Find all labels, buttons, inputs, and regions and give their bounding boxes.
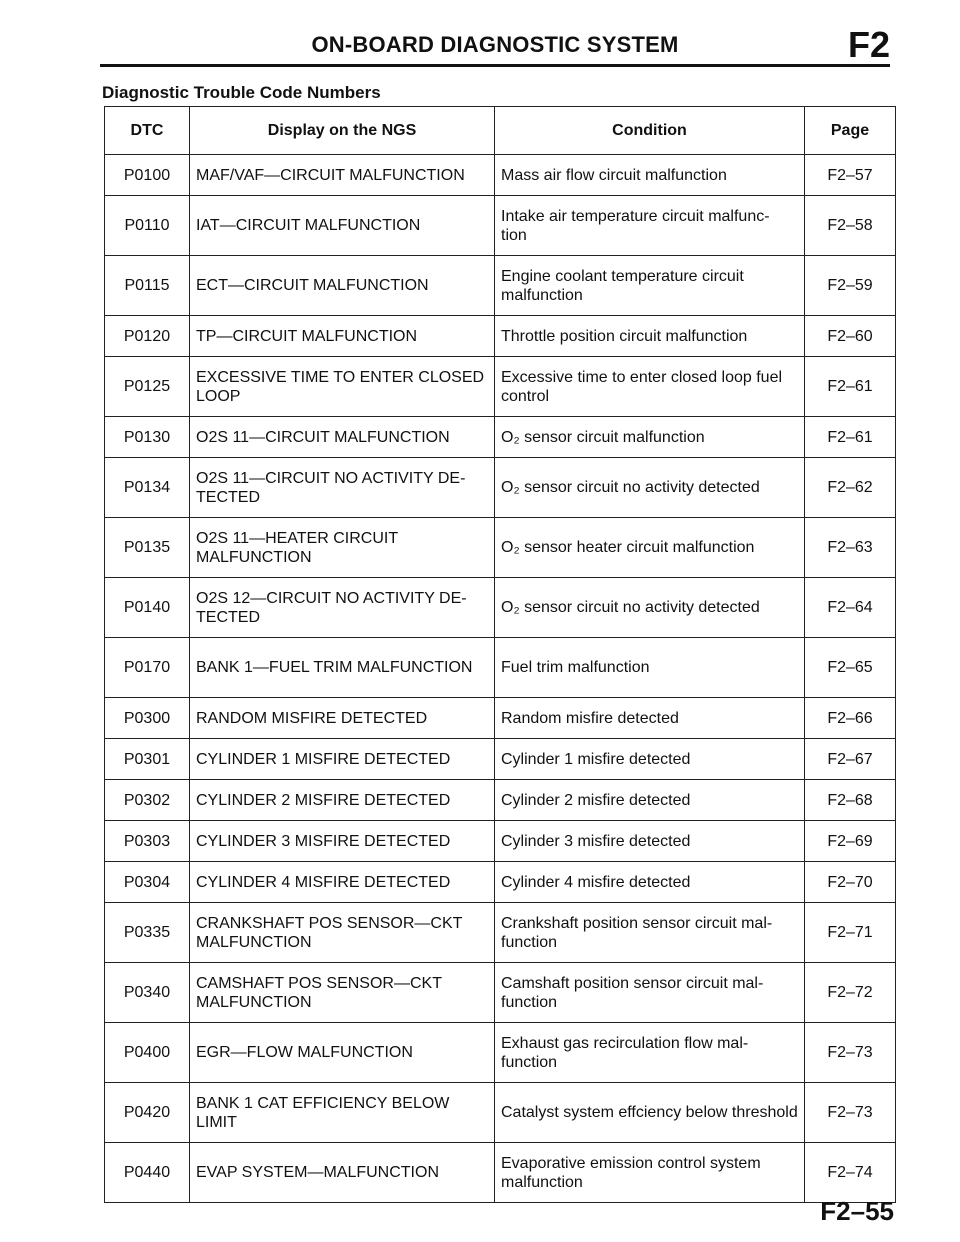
- dtc-cell: P0335: [105, 903, 190, 963]
- display-cell: CYLINDER 1 MISFIRE DETECTED: [190, 739, 495, 780]
- display-cell: EVAP SYSTEM—MALFUNCTION: [190, 1143, 495, 1203]
- dtc-cell: P0400: [105, 1023, 190, 1083]
- display-cell: EXCESSIVE TIME TO ENTER CLOSED LOOP: [190, 357, 495, 417]
- dtc-cell: P0140: [105, 578, 190, 638]
- page-cell: F2–58: [805, 196, 896, 256]
- table-row: [105, 1143, 896, 1203]
- table-row: [105, 862, 896, 903]
- table-row: [105, 903, 896, 963]
- page-cell: F2–64: [805, 578, 896, 638]
- display-cell: EGR—FLOW MALFUNCTION: [190, 1023, 495, 1083]
- dtc-cell: P0303: [105, 821, 190, 862]
- dtc-cell: P0135: [105, 518, 190, 578]
- display-cell: CYLINDER 4 MISFIRE DETECTED: [190, 862, 495, 903]
- condition-cell: Catalyst system effciency below threshold: [495, 1083, 805, 1143]
- page-cell: F2–69: [805, 821, 896, 862]
- dtc-cell: P0134: [105, 458, 190, 518]
- table-row: [105, 458, 896, 518]
- condition-cell: O₂ sensor heater circuit malfunction: [495, 518, 805, 578]
- display-cell: O2S 11—HEATER CIRCUIT MALFUNCTION: [190, 518, 495, 578]
- condition-cell: Crankshaft position sensor circuit mal- function: [495, 903, 805, 963]
- page-cell: F2–63: [805, 518, 896, 578]
- table-row: [105, 821, 896, 862]
- page-cell: F2–68: [805, 780, 896, 821]
- table-header-row: [105, 107, 896, 155]
- dtc-cell: P0440: [105, 1143, 190, 1203]
- display-cell: CYLINDER 2 MISFIRE DETECTED: [190, 780, 495, 821]
- table-row: [105, 739, 896, 780]
- condition-cell: Throttle position circuit malfunction: [495, 316, 805, 357]
- page-title: ON-BOARD DIAGNOSTIC SYSTEM: [311, 32, 679, 57]
- condition-cell: Exhaust gas recirculation flow mal- function: [495, 1023, 805, 1083]
- page-cell: F2–71: [805, 903, 896, 963]
- display-cell: IAT—CIRCUIT MALFUNCTION: [190, 196, 495, 256]
- display-cell: BANK 1 CAT EFFICIENCY BELOW LIMIT: [190, 1083, 495, 1143]
- dtc-cell: P0300: [105, 698, 190, 739]
- page-header: [100, 24, 890, 67]
- display-cell: TP—CIRCUIT MALFUNCTION: [190, 316, 495, 357]
- dtc-cell: P0100: [105, 155, 190, 196]
- condition-cell: Fuel trim malfunction: [495, 638, 805, 698]
- condition-cell: O₂ sensor circuit malfunction: [495, 417, 805, 458]
- table-row: [105, 780, 896, 821]
- condition-cell: Cylinder 1 misfire detected: [495, 739, 805, 780]
- table-row: [105, 698, 896, 739]
- page-cell: F2–73: [805, 1023, 896, 1083]
- dtc-cell: P0120: [105, 316, 190, 357]
- dtc-table: [104, 106, 896, 1203]
- table-row: [105, 316, 896, 357]
- condition-cell: Excessive time to enter closed loop fuel control: [495, 357, 805, 417]
- display-cell: O2S 11—CIRCUIT NO ACTIVITY DE- TECTED: [190, 458, 495, 518]
- display-cell: CYLINDER 3 MISFIRE DETECTED: [190, 821, 495, 862]
- condition-cell: O₂ sensor circuit no activity detected: [495, 458, 805, 518]
- page-cell: F2–73: [805, 1083, 896, 1143]
- dtc-cell: P0340: [105, 963, 190, 1023]
- table-row: [105, 256, 896, 316]
- page-cell: F2–60: [805, 316, 896, 357]
- display-cell: ECT—CIRCUIT MALFUNCTION: [190, 256, 495, 316]
- condition-cell: Random misfire detected: [495, 698, 805, 739]
- table-row: [105, 155, 896, 196]
- column-header-dtc: DTC: [105, 107, 190, 155]
- page-cell: F2–72: [805, 963, 896, 1023]
- condition-cell: Cylinder 2 misfire detected: [495, 780, 805, 821]
- dtc-cell: P0125: [105, 357, 190, 417]
- dtc-cell: P0170: [105, 638, 190, 698]
- table-row: [105, 638, 896, 698]
- display-cell: CAMSHAFT POS SENSOR—CKT MALFUNCTION: [190, 963, 495, 1023]
- display-cell: CRANKSHAFT POS SENSOR—CKT MALFUNCTION: [190, 903, 495, 963]
- page-cell: F2–67: [805, 739, 896, 780]
- column-header-condition: Condition: [495, 107, 805, 155]
- display-cell: O2S 11—CIRCUIT MALFUNCTION: [190, 417, 495, 458]
- page-number: F2–55: [820, 1196, 894, 1226]
- display-cell: O2S 12—CIRCUIT NO ACTIVITY DE- TECTED: [190, 578, 495, 638]
- condition-cell: O₂ sensor circuit no activity detected: [495, 578, 805, 638]
- condition-cell: Intake air temperature circuit malfunc- tion: [495, 196, 805, 256]
- page-cell: F2–66: [805, 698, 896, 739]
- page-cell: F2–70: [805, 862, 896, 903]
- page-cell: F2–61: [805, 417, 896, 458]
- dtc-cell: P0302: [105, 780, 190, 821]
- dtc-cell: P0115: [105, 256, 190, 316]
- condition-cell: Camshaft position sensor circuit mal- function: [495, 963, 805, 1023]
- condition-cell: Evaporative emission control system malfunction: [495, 1143, 805, 1203]
- table-row: [105, 1083, 896, 1143]
- section-heading: Diagnostic Trouble Code Numbers: [102, 83, 381, 102]
- dtc-cell: P0304: [105, 862, 190, 903]
- page-cell: F2–59: [805, 256, 896, 316]
- table-row: [105, 357, 896, 417]
- page-cell: F2–74: [805, 1143, 896, 1203]
- page-cell: F2–57: [805, 155, 896, 196]
- table-row: [105, 417, 896, 458]
- condition-cell: Cylinder 3 misfire detected: [495, 821, 805, 862]
- display-cell: MAF/VAF—CIRCUIT MALFUNCTION: [190, 155, 495, 196]
- display-cell: BANK 1—FUEL TRIM MALFUNCTION: [190, 638, 495, 698]
- dtc-cell: P0420: [105, 1083, 190, 1143]
- condition-cell: Mass air flow circuit malfunction: [495, 155, 805, 196]
- page-cell: F2–61: [805, 357, 896, 417]
- dtc-cell: P0301: [105, 739, 190, 780]
- column-header-page: Page: [805, 107, 896, 155]
- dtc-cell: P0110: [105, 196, 190, 256]
- table-row: [105, 196, 896, 256]
- condition-cell: Engine coolant temperature circuit malfunction: [495, 256, 805, 316]
- table-row: [105, 578, 896, 638]
- table-body: [105, 155, 896, 1203]
- page-cell: F2–65: [805, 638, 896, 698]
- table-row: [105, 1023, 896, 1083]
- page-cell: F2–62: [805, 458, 896, 518]
- dtc-cell: P0130: [105, 417, 190, 458]
- condition-cell: Cylinder 4 misfire detected: [495, 862, 805, 903]
- table-row: [105, 518, 896, 578]
- display-cell: RANDOM MISFIRE DETECTED: [190, 698, 495, 739]
- table-row: [105, 963, 896, 1023]
- column-header-display: Display on the NGS: [190, 107, 495, 155]
- section-code: F2: [847, 24, 890, 65]
